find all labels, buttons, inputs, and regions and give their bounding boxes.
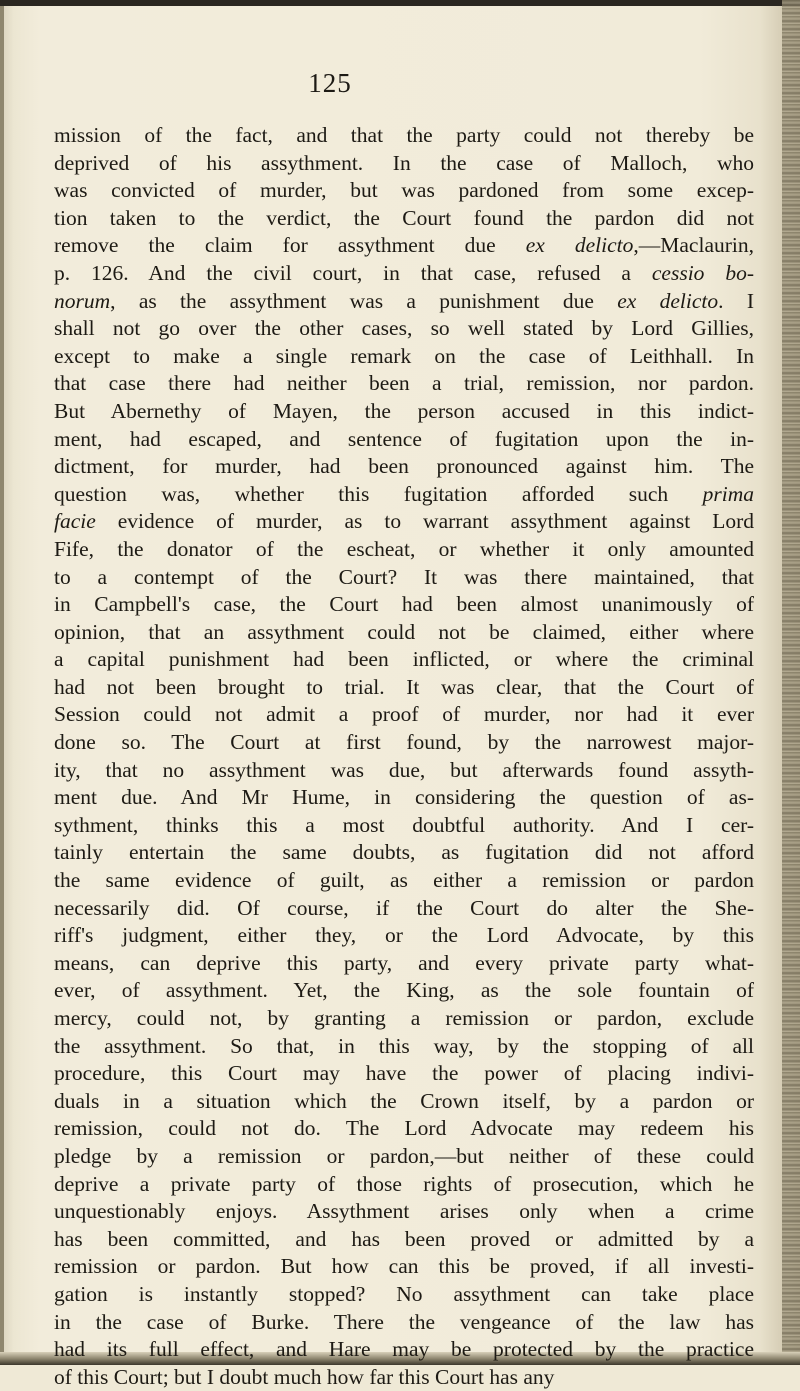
text-line: to a contempt of the Court? It was there maintained, that — [54, 564, 754, 589]
text-line: sythment, thinks this a most doubtful authority. And I cer- — [54, 812, 754, 837]
text-line: tion taken to the verdict, the Court found the pardon did not — [54, 205, 754, 230]
text-line: Session could not admit a proof of murder, nor had it ever — [54, 702, 754, 727]
page-top-edge — [0, 0, 800, 6]
text-line: ment due. And Mr Hume, in considering the question of as- — [54, 785, 754, 810]
text-line: opinion, that an assythment could not be claimed, either where — [54, 619, 754, 644]
text-line: of this Court; but I doubt much how far this Court has any — [54, 1364, 555, 1389]
text-line: shall not go over the other cases, so well stated by Lord Gillies, — [54, 316, 754, 341]
text-line: norum, as the assythment was a punishment due ex delicto. I — [54, 288, 754, 313]
text-line: remission or pardon. But how can this be proved, if all investi- — [54, 1254, 754, 1279]
text-line: the same evidence of guilt, as either a remission or pardon — [54, 868, 754, 893]
text-line: question was, whether this fugitation afforded such prima — [54, 481, 754, 506]
text-line: has been committed, and has been proved or admitted by a — [54, 1226, 754, 1251]
text-line: ever, of assythment. Yet, the King, as the sole fountain of — [54, 978, 754, 1003]
text-line: p. 126. And the civil court, in that case, refused a cessio bo- — [54, 260, 754, 285]
page-left-edge — [0, 6, 4, 1365]
page-number: 125 — [308, 68, 352, 98]
text-line: had its full effect, and Hare may be protected by the practice — [54, 1337, 754, 1362]
page-binding-edge — [782, 0, 800, 1365]
text-line: But Abernethy of Mayen, the person accused in this indict- — [54, 398, 754, 423]
text-line: was convicted of murder, but was pardoned from some excep- — [54, 178, 754, 203]
text-line: had not been brought to trial. It was clear, that the Court of — [54, 674, 754, 699]
text-line: the assythment. So that, in this way, by the stopping of all — [54, 1033, 754, 1058]
text-line: means, can deprive this party, and every private party what- — [54, 950, 754, 975]
text-line: ment, had escaped, and sentence of fugitation upon the in- — [54, 426, 754, 451]
body-text — [54, 122, 754, 1391]
text-line: duals in a situation which the Crown itself, by a pardon or — [54, 1088, 754, 1113]
text-line: riff's judgment, either they, or the Lord Advocate, by this — [54, 923, 754, 948]
text-line: a capital punishment had been inflicted, or where the criminal — [54, 647, 754, 672]
text-line: except to make a single remark on the case of Leithhall. In — [54, 343, 754, 368]
text-line: deprive a private party of those rights of prosecution, which he — [54, 1171, 754, 1196]
text-line: in the case of Burke. There the vengeance of the law has — [54, 1309, 754, 1334]
text-line: remove the claim for assythment due ex delicto,—Maclaurin, — [54, 233, 754, 258]
text-line: mission of the fact, and that the party could not thereby be — [54, 123, 754, 147]
text-line: unquestionably enjoys. Assythment arises only when a crime — [54, 1199, 754, 1224]
text-line: necessarily did. Of course, if the Court do alter the She- — [54, 895, 754, 920]
text-line: that case there had neither been a trial, remission, nor pardon. — [54, 371, 754, 396]
text-line: pledge by a remission or pardon,—but neither of these could — [54, 1143, 754, 1168]
text-line: done so. The Court at first found, by the narrowest major- — [54, 730, 754, 755]
text-line: remission, could not do. The Lord Advocate may redeem his — [54, 1116, 754, 1141]
text-line: Fife, the donator of the escheat, or whether it only amounted — [54, 536, 754, 561]
text-line: ity, that no assythment was due, but afterwards found assyth- — [54, 757, 754, 782]
text-line: in Campbell's case, the Court had been almost unanimously of — [54, 592, 754, 617]
text-line: tainly entertain the same doubts, as fugitation did not afford — [54, 840, 754, 865]
text-line: facie evidence of murder, as to warrant assythment against Lord — [54, 509, 754, 534]
text-line: gation is instantly stopped? No assythment can take place — [54, 1281, 754, 1306]
text-line: deprived of his assythment. In the case of Malloch, who — [54, 150, 754, 175]
text-line: dictment, for murder, had been pronounced against him. The — [54, 454, 754, 479]
text-line: procedure, this Court may have the power of placing indivi- — [54, 1061, 754, 1086]
text-line: mercy, could not, by granting a remission or pardon, exclude — [54, 1006, 754, 1030]
